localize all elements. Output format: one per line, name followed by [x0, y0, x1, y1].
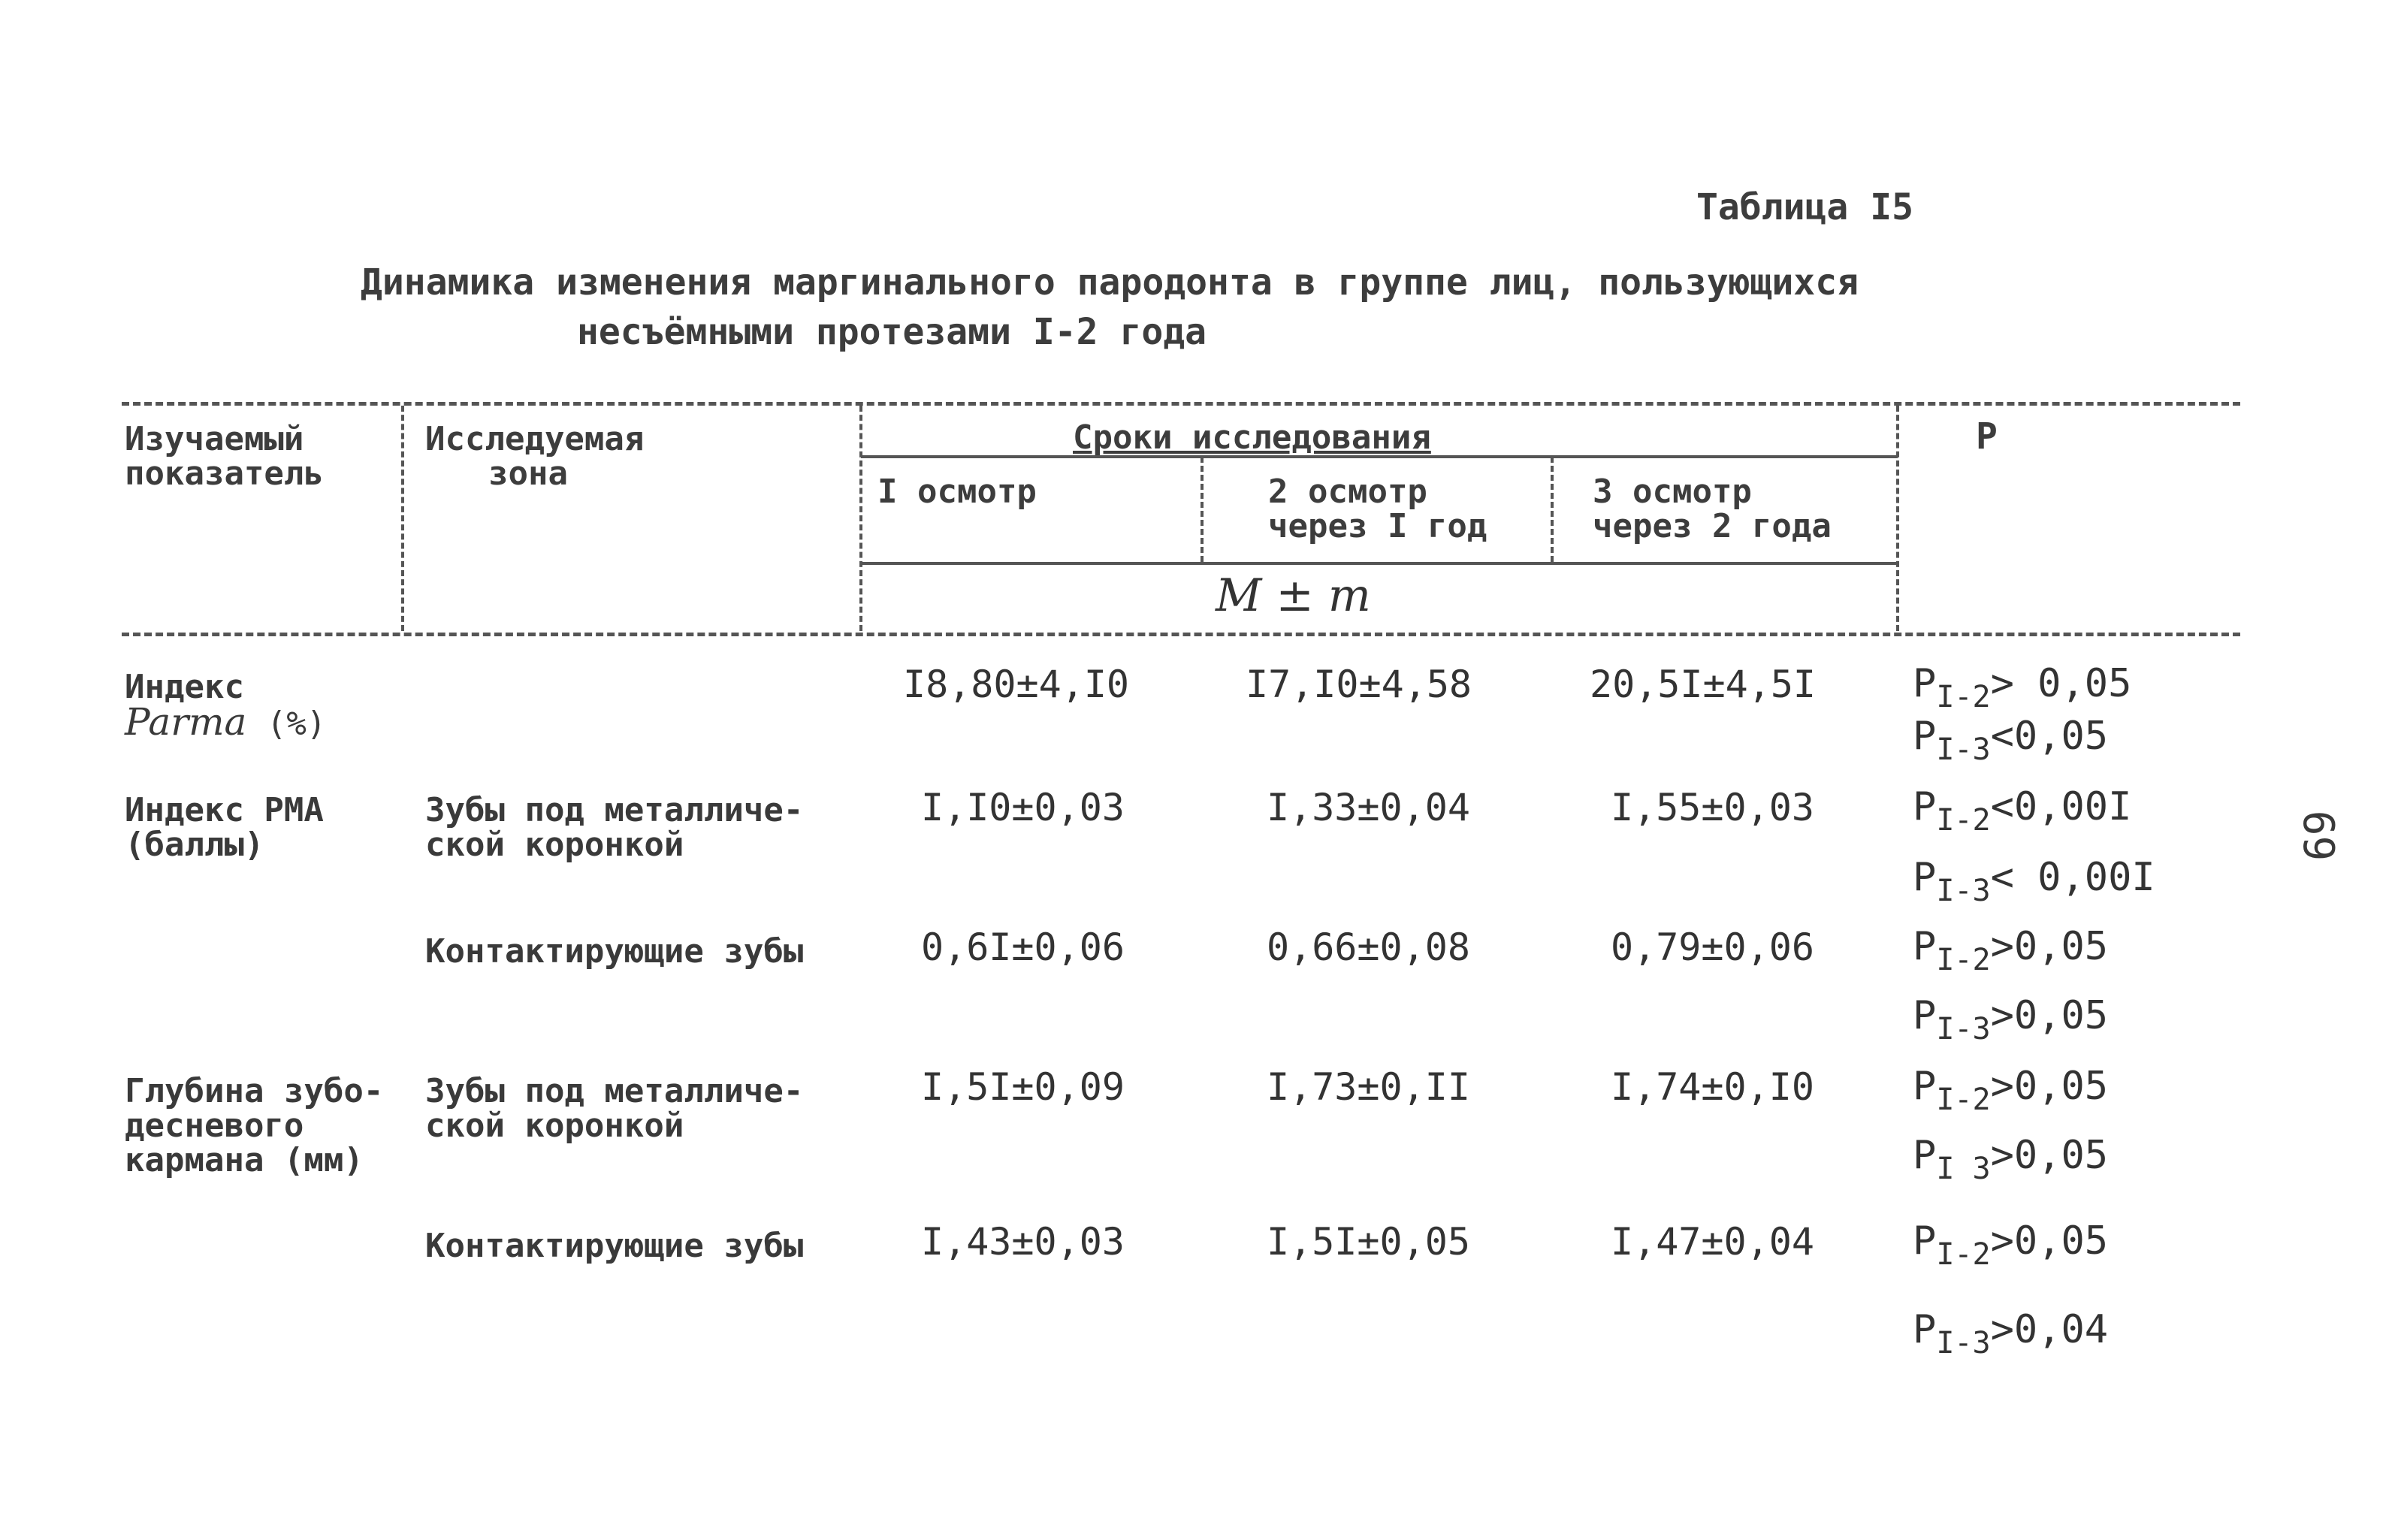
- row3-value-1: 0,6I±0,06: [921, 926, 1125, 969]
- row1-value-3: 20,5I±4,5I: [1590, 663, 1817, 706]
- row3-p-1: $P_{I-2}>0,05$: [1913, 924, 2109, 977]
- row4-indicator: Глубина зубо- десневого кармана (мм): [125, 1072, 384, 1179]
- table-title-line1: Динамика изменения маргинального пародонта в группе лиц, пользующихся: [361, 261, 1859, 303]
- row2-value-3: I,55±0,03: [1611, 786, 1814, 829]
- row4-value-3: I,74±0,I0: [1611, 1065, 1814, 1109]
- row5-value-1: I,43±0,03: [921, 1220, 1125, 1264]
- header-group: Сроки исследования: [1073, 418, 1431, 457]
- col-divider-4: [1551, 457, 1554, 562]
- header-sub1: I осмотр: [877, 473, 1037, 511]
- col-divider-3: [1201, 457, 1204, 562]
- row4-p-1: $P_{I-2}>0,05$: [1913, 1064, 2109, 1117]
- col-divider-5: [1896, 406, 1899, 631]
- row2-p-2: $P_{I-3}< 0,00I$: [1913, 855, 2155, 908]
- row4-value-2: I,73±0,II: [1267, 1065, 1470, 1109]
- row5-p-2: $P_{I-3}>0,04$: [1913, 1307, 2109, 1360]
- table-top-rule: [122, 402, 2240, 406]
- row1-value-2: I7,I0±4,58: [1246, 663, 1472, 706]
- row1-p-1: $P_{I-2}> 0,05$: [1913, 661, 2132, 714]
- table-label: Таблица I5: [1696, 186, 1913, 228]
- row4-value-1: I,5I±0,09: [921, 1065, 1125, 1109]
- row2-zone: Зубы под металличе- ской коронкой: [425, 791, 804, 864]
- col-divider-1: [401, 406, 404, 631]
- row3-value-3: 0,79±0,06: [1611, 926, 1814, 969]
- header-bottom-rule: [122, 633, 2240, 636]
- row5-zone: Контактирующие зубы: [425, 1227, 804, 1265]
- header-col2: Исследуемая зона: [425, 420, 645, 493]
- row2-value-1: I,I0±0,03: [921, 786, 1125, 829]
- row4-zone: Зубы под металличе- ской коронкой: [425, 1072, 804, 1145]
- row5-value-3: I,47±0,04: [1611, 1220, 1814, 1264]
- row1-p-2: $P_{I-3}<0,05$: [1913, 714, 2109, 767]
- row1-value-1: I8,80±4,I0: [903, 663, 1130, 706]
- row2-value-2: I,33±0,04: [1267, 786, 1470, 829]
- row3-value-2: 0,66±0,08: [1267, 926, 1470, 969]
- row2-indicator: Индекс РМА (баллы): [125, 791, 324, 864]
- header-sub2: 2 осмотр через I год: [1268, 473, 1487, 545]
- row5-p-1: $P_{I-2}>0,05$: [1913, 1218, 2109, 1272]
- row2-p-1: $P_{I-2}<0,00I$: [1913, 784, 2132, 838]
- row3-p-2: $P_{I-3}>0,05$: [1913, 993, 2109, 1046]
- row4-p-2: $P_{I 3}>0,05$: [1913, 1133, 2109, 1186]
- page-number: 69: [2294, 810, 2343, 862]
- row5-value-2: I,5I±0,05: [1267, 1220, 1470, 1264]
- header-col1: Изучаемый показатель: [125, 420, 324, 493]
- row1-indicator: Индекс Parma (%): [125, 668, 327, 744]
- col-divider-2: [859, 406, 862, 631]
- header-stat: M ± m: [1216, 569, 1371, 622]
- table-title-line2: несъёмными протезами I-2 года: [577, 311, 1207, 353]
- header-sub3: 3 осмотр через 2 года: [1593, 473, 1832, 545]
- stat-header-rule: [861, 562, 1898, 565]
- row3-zone: Контактирующие зубы: [425, 932, 804, 971]
- header-p: P: [1976, 415, 1998, 457]
